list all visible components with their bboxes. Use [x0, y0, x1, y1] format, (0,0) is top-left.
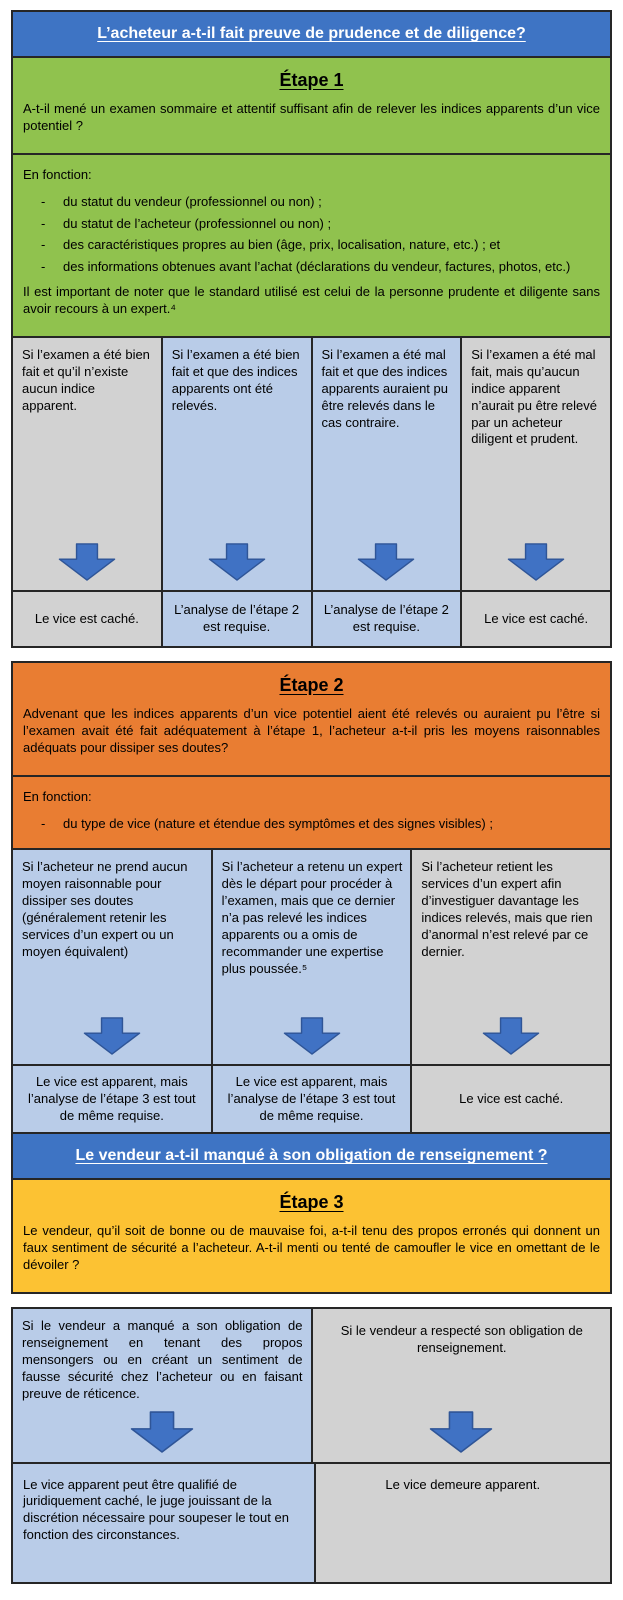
etape3-condition-cell — [311, 1309, 611, 1461]
section-etape2-vendeur — [11, 661, 612, 1294]
etape3-conditions-row — [13, 1309, 610, 1461]
down-arrow-icon — [357, 543, 415, 581]
result-cell: Le vice apparent peut être qualifié de juridiquement caché, le juge jouissant de la discrétion nécessaire pour soupeser le tout en fonction des circonstances. — [13, 1464, 314, 1582]
etape3-intro-panel — [13, 1178, 610, 1292]
list-item: - des caractéristiques propres au bien (âge, prix, localisation, nature, etc.) ; et — [41, 237, 600, 254]
etape1-question: A-t-il mené un examen sommaire et attentif suffisant afin de relever les indices apparents d’un vice potentiel ? — [23, 101, 600, 133]
condition-text: Si l’examen a été bien fait et que des indices apparents ont été relevés. — [171, 347, 300, 413]
list-item: - du statut du vendeur (professionnel ou non) ; — [41, 194, 600, 211]
etape3-results-row — [13, 1462, 610, 1582]
etape2-condition-cell — [211, 850, 411, 1064]
result-cell: Le vice est apparent, mais l’analyse de l’étape 3 est tout de même requise. — [211, 1066, 411, 1132]
etape2-question: Advenant que les indices apparents d’un vice potentiel aient été relevés ou auraient pu l’être si l’examen avait été fait adéquatement à l’étape 1, l’acheteur a-t-il pris les moyens raisonnables adéquats pour dissiper ses doutes? — [23, 706, 600, 755]
section-etape3-outcomes — [11, 1307, 612, 1583]
etape2-condition-cell — [410, 850, 610, 1064]
down-arrow-icon — [283, 1017, 341, 1055]
down-arrow-icon — [208, 543, 266, 581]
list-item: - du type de vice (nature et étendue des symptômes et des signes visibles) ; — [41, 816, 600, 833]
condition-text: Si l’acheteur a retenu un expert dès le départ pour procéder à l’examen, mais que ce dernier n’a pas relevé les indices apparents ou a omis de recommander une expertise plus poussée.⁵ — [221, 859, 403, 976]
result-cell: Le vice demeure apparent. — [314, 1464, 611, 1582]
etape2-results-row — [13, 1064, 610, 1132]
etape1-conditions-row — [13, 336, 610, 590]
condition-text: Si l’examen a été bien fait et qu’il n’existe aucun indice apparent. — [22, 347, 150, 413]
etape2-intro-panel — [13, 663, 610, 775]
section-acheteur — [11, 10, 612, 648]
seller-question-header — [13, 1132, 610, 1178]
etape1-condition-cell — [13, 338, 161, 590]
result-cell: L’analyse de l’étape 2 est requise. — [311, 592, 461, 646]
result-cell: Le vice est caché. — [460, 592, 610, 646]
condition-text: Si l’acheteur ne prend aucun moyen raisonnable pour dissiper ses doutes (généralement retenir les services d’un expert ou un moyen équivalent) — [22, 859, 188, 959]
condition-text: Si l’examen a été mal fait et que des indices apparents auraient pu être relevés dans le cas contraire. — [321, 347, 448, 430]
etape1-note: Il est important de noter que le standard utilisé est celui de la personne prudente et diligente sans avoir recours à un expert.⁴ — [23, 284, 600, 317]
condition-text: Si le vendeur a manqué a son obligation de renseignement en tenant des propos mensongers ou en créant un sentiment de fausse sécurité chez l’acheteur ou en faisant preuve de réticence. — [22, 1318, 303, 1401]
down-arrow-icon — [429, 1411, 493, 1453]
etape2-factors-list — [23, 816, 600, 833]
condition-text: Si le vendeur a respecté son obligation de renseignement. — [340, 1323, 583, 1356]
etape3-question: Le vendeur, qu’il soit de bonne ou de mauvaise foi, a-t-il tenu des propos erronés qui donnent un faux sentiment de sécurité a l’acheteur. A-t-il menti ou tenté de camoufler le vice en omettant de le dévoiler ? — [23, 1223, 600, 1273]
result-cell: Le vice est apparent, mais l’analyse de l’étape 3 est tout de même requise. — [13, 1066, 211, 1132]
etape2-factors-panel — [13, 775, 610, 849]
down-arrow-icon — [83, 1017, 141, 1055]
list-item: - des informations obtenues avant l’achat (déclarations du vendeur, factures, photos, etc.) — [41, 259, 600, 276]
down-arrow-icon — [507, 543, 565, 581]
etape1-condition-cell — [161, 338, 311, 590]
etape1-factors-panel — [13, 153, 610, 336]
buyer-question-header — [13, 12, 610, 56]
down-arrow-icon — [130, 1411, 194, 1453]
etape1-condition-cell — [460, 338, 610, 590]
etape2-title: Étape 2 — [279, 675, 344, 696]
condition-text: Si l’examen a été mal fait, mais qu’aucun indice apparent n’aurait pu être relevé par un acheteur diligent et prudent. — [471, 347, 597, 447]
buyer-question-title: L’acheteur a-t-il fait preuve de prudence et de diligence? — [97, 25, 526, 42]
seller-question-title: Le vendeur a-t-il manqué à son obligation de renseignement ? — [75, 1147, 548, 1165]
list-item: - du statut de l’acheteur (professionnel ou non) ; — [41, 216, 600, 233]
etape1-condition-cell — [311, 338, 461, 590]
etape2-conditions-row — [13, 848, 610, 1064]
result-cell: L’analyse de l’étape 2 est requise. — [161, 592, 311, 646]
result-cell: Le vice est caché. — [410, 1066, 610, 1132]
etape1-factors-label: En fonction: — [23, 166, 92, 182]
etape2-condition-cell — [13, 850, 211, 1064]
down-arrow-icon — [58, 543, 116, 581]
etape1-results-row — [13, 590, 610, 646]
etape1-factors-list — [23, 194, 600, 277]
result-cell: Le vice est caché. — [13, 592, 161, 646]
etape2-factors-label: En fonction: — [23, 788, 92, 804]
etape3-condition-cell — [13, 1309, 311, 1461]
down-arrow-icon — [482, 1017, 540, 1055]
condition-text: Si l’acheteur retient les services d’un expert afin d’investiguer davantage les indices relevés, mais que rien d’anormal n’est relevé par ce dernier. — [421, 859, 593, 959]
etape1-intro-panel — [13, 56, 610, 153]
etape3-title: Étape 3 — [279, 1192, 344, 1213]
etape1-title: Étape 1 — [279, 70, 344, 90]
